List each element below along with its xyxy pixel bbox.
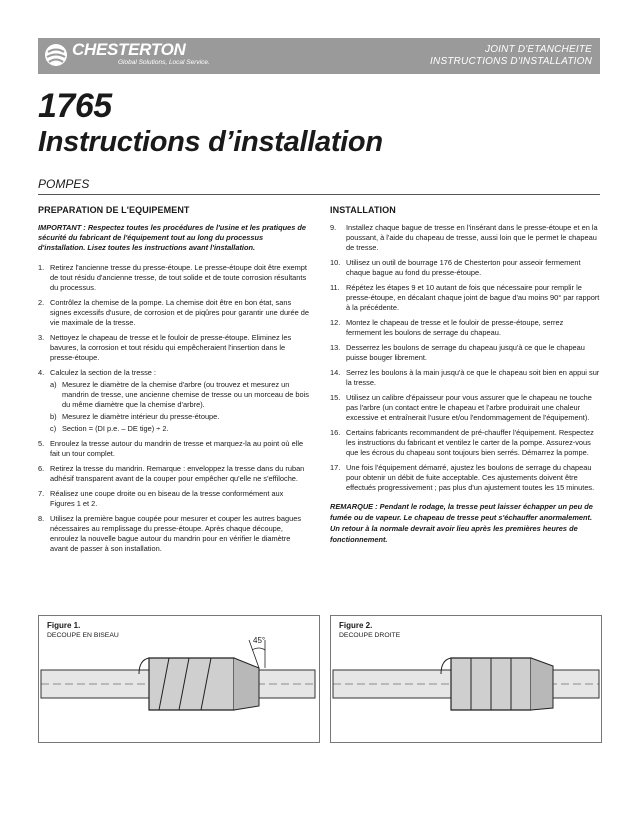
globe-icon bbox=[44, 43, 68, 67]
item-text: Serrez les boulons à la main jusqu'à ce que le chapeau soit bien en appui sur la tresse. bbox=[346, 368, 600, 387]
angle-label: 45° bbox=[253, 636, 266, 645]
left-column bbox=[38, 205, 310, 559]
item-text: Nettoyez le chapeau de tresse et le fouloir de presse-étoupe. Eliminez les bavures, la corrosion et tout résidu qui empêcheraient l'insertion dans le presse-étoupe. bbox=[50, 333, 292, 362]
item-text: Retirez la tresse du mandrin. Remarque : enveloppez la tresse dans du ruban adhésif transparent avant de la couper pour empêcher qu'elle ne s'effiloche. bbox=[50, 464, 305, 483]
right-column bbox=[330, 205, 600, 545]
sub-item bbox=[50, 424, 310, 434]
list-item bbox=[330, 368, 600, 388]
item-number: 2. bbox=[38, 298, 45, 307]
list-item bbox=[330, 258, 600, 278]
sub-item-letter: b) bbox=[50, 412, 57, 421]
list-item bbox=[330, 463, 600, 493]
item-number: 12. bbox=[330, 318, 341, 327]
document-title: Instructions d’installation bbox=[38, 126, 383, 158]
item-text: Utilisez un outil de bourrage 176 de Chesterton pour asseoir fermement chaque bague au fond du presse-étoupe. bbox=[346, 258, 581, 277]
document-number: 1765 bbox=[38, 87, 112, 125]
item-text: Installez chaque bague de tresse en l'insérant dans le presse-étoupe et en la poussant, à l'aide du chapeau de tresse, aussi loin que le permet le chapeau de tresse. bbox=[346, 223, 598, 252]
item-number: 7. bbox=[38, 489, 45, 498]
list-item bbox=[38, 514, 310, 554]
sub-item-letter: a) bbox=[50, 380, 57, 389]
item-text: Réalisez une coupe droite ou en biseau de la tresse conformément aux Figures 1 et 2. bbox=[50, 489, 284, 508]
sub-item bbox=[50, 412, 310, 422]
section-label: POMPES bbox=[38, 177, 90, 191]
list-item bbox=[38, 298, 310, 328]
list-item bbox=[330, 343, 600, 363]
item-number: 11. bbox=[330, 283, 340, 292]
list-item bbox=[330, 318, 600, 338]
sub-item-letter: c) bbox=[50, 424, 57, 433]
right-list bbox=[330, 223, 600, 493]
list-item bbox=[330, 223, 600, 253]
important-note: IMPORTANT : Respectez toutes les procédures de l'usine et les pratiques de sécurité du fabricant de l'équipement tout au long du processus d'installation. Lisez toutes les instructions avant l'installation. bbox=[38, 223, 307, 252]
figure-2-label: Figure 2. bbox=[339, 621, 373, 630]
figure-2-caption: DECOUPE DROITE bbox=[339, 632, 401, 639]
figure-1-label: Figure 1. bbox=[47, 621, 81, 630]
item-text: Montez le chapeau de tresse et le fouloir de presse-étoupe, serrez fermement les boulons de serrage du chapeau. bbox=[346, 318, 564, 337]
item-number: 6. bbox=[38, 464, 45, 473]
divider bbox=[38, 194, 600, 195]
sub-item-text: Mesurez le diamètre intérieur du presse-étoupe. bbox=[62, 412, 220, 421]
item-text: Utilisez un calibre d'épaisseur pour vous assurer que le chapeau ne touche pas l'arbre (un contact entre le chapeau et l'arbre produirait une chaleur excessive et entraînerait l'usure et/ou l'endommagement de l'équipement). bbox=[346, 393, 592, 422]
sub-item bbox=[50, 380, 310, 410]
item-number: 8. bbox=[38, 514, 45, 523]
item-text: Desserrez les boulons de serrage du chapeau jusqu'à ce que le chapeau puisse bouger librement. bbox=[346, 343, 585, 362]
item-number: 3. bbox=[38, 333, 45, 342]
list-item bbox=[330, 393, 600, 423]
left-heading: PREPARATION DE L'EQUIPEMENT bbox=[38, 205, 190, 215]
item-number: 16. bbox=[330, 428, 341, 437]
remark-note: REMARQUE : Pendant le rodage, la tresse peut laisser échapper un peu de fumée ou de vapeur. Le chapeau de tresse peut s'échauffer anormalement. Un retour à la normale devrait avoir lieu après les premières heures de fonctionnement. bbox=[330, 502, 593, 544]
brand-tagline: Global Solutions, Local Service. bbox=[118, 59, 210, 66]
list-item bbox=[38, 368, 310, 434]
list-item bbox=[38, 489, 310, 509]
item-number: 13. bbox=[330, 343, 341, 352]
header-right bbox=[430, 44, 592, 68]
right-heading: INSTALLATION bbox=[330, 205, 396, 215]
item-text: Enroulez la tresse autour du mandrin de tresse et marquez-la au point où elle fait un tour complet. bbox=[50, 439, 304, 458]
item-text: Contrôlez la chemise de la pompe. La chemise doit être en bon état, sans signes excessifs d'usure, de corrosion et de piqûres pour garantir une durée de vie maximale de la tresse. bbox=[50, 298, 310, 327]
list-item bbox=[330, 283, 600, 313]
figure-2 bbox=[330, 615, 602, 743]
list-item bbox=[38, 439, 310, 459]
item-number: 9. bbox=[330, 223, 337, 232]
header-line-2: INSTRUCTIONS D'INSTALLATION bbox=[430, 56, 592, 67]
sub-item-text: Section = (DI p.e. – DE tige) ÷ 2. bbox=[62, 424, 169, 433]
item-number: 4. bbox=[38, 368, 45, 377]
header-bar bbox=[38, 38, 600, 74]
list-item bbox=[330, 428, 600, 458]
left-list bbox=[38, 263, 310, 554]
item-number: 10. bbox=[330, 258, 341, 267]
brand-name: CHESTERTON bbox=[72, 40, 186, 59]
item-number: 17. bbox=[330, 463, 341, 472]
list-item bbox=[38, 333, 310, 363]
sub-item-text: Mesurez le diamètre de la chemise d'arbre (ou trouvez et mesurez un mandrin de tresse, une ancienne chemise de tresse ou un morceau de bois du même diamètre que la chemise d'arbre). bbox=[62, 380, 309, 409]
item-text: Calculez la section de la tresse : bbox=[50, 368, 156, 377]
item-number: 5. bbox=[38, 439, 45, 448]
item-text: Une fois l'équipement démarré, ajustez les boulons de serrage du chapeau pour obtenir un débit de fuite acceptable. Ces ajustements doivent être effectués progressivement ; pas plus d'un ajustement toutes les 15 minutes. bbox=[346, 463, 595, 492]
item-text: Certains fabricants recommandent de pré-chauffer l'équipement. Respectez les instructions du fabricant et ventilez le carter de la pompe. Assurez-vous que les écrous du chapeau sont toujours bien serrés. Démarrez la pompe. bbox=[346, 428, 594, 457]
chesterton-logo bbox=[44, 41, 210, 71]
list-item bbox=[38, 263, 310, 293]
list-item bbox=[38, 464, 310, 484]
item-number: 1. bbox=[38, 263, 45, 272]
item-text: Utilisez la première bague coupée pour mesurer et couper les autres bagues nécessaires au remplissage du presse-étoupe. Après chaque découpe, enroulez la nouvelle bague autour du mandrin pour en vérifier le diamètre avant de passer à son installation. bbox=[50, 514, 302, 553]
item-text: Répétez les étapes 9 et 10 autant de fois que nécessaire pour remplir le presse-étoupe, en décalant chaque joint de bague d'au moins 90° par rapport à la précédente. bbox=[346, 283, 600, 312]
item-number: 14. bbox=[330, 368, 341, 377]
item-text: Retirez l'ancienne tresse du presse-étoupe. Le presse-étoupe doit être exempt de tout résidu d'ancienne tresse, de tout solide et de toute corrosion résultants du processus. bbox=[50, 263, 307, 292]
figure-1-caption: DECOUPE EN BISEAU bbox=[47, 632, 119, 639]
item-number: 15. bbox=[330, 393, 341, 402]
figure-1 bbox=[38, 615, 320, 743]
header-line-1: JOINT D'ETANCHEITE bbox=[485, 44, 592, 55]
